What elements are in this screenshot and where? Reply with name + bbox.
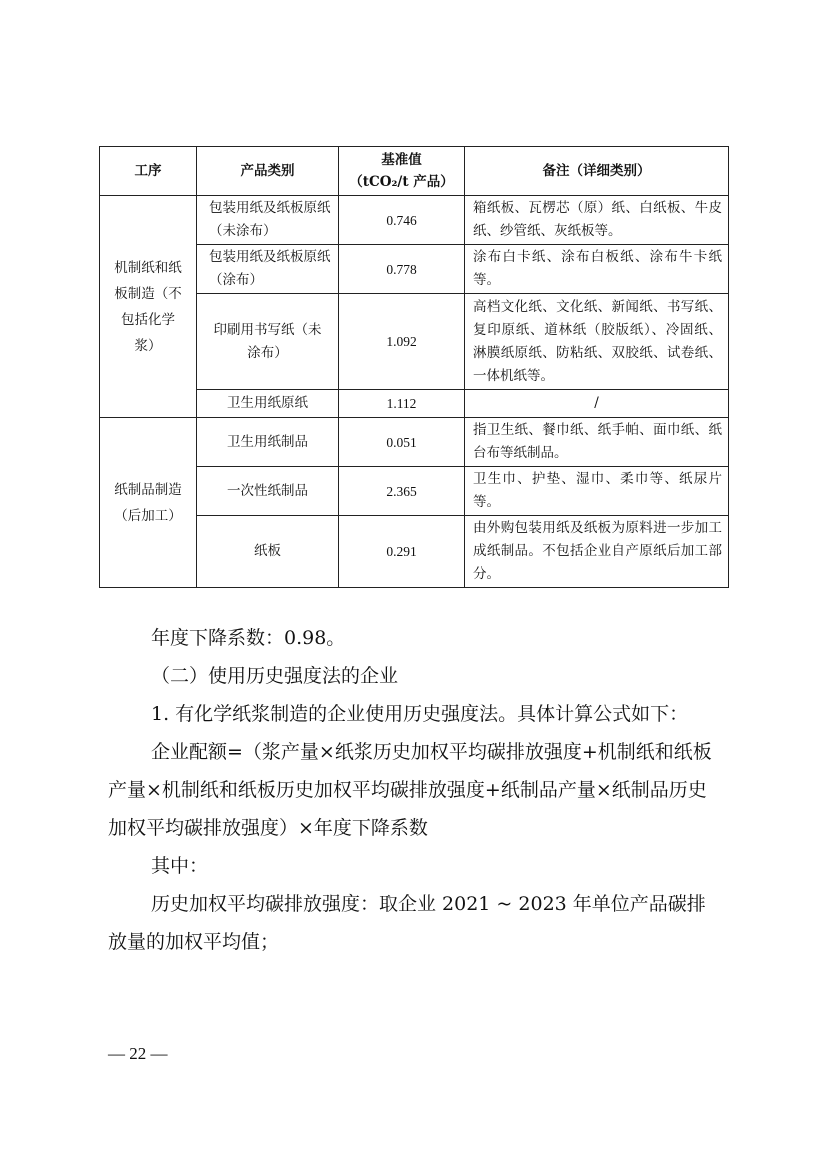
header-process: 工序 bbox=[100, 147, 197, 196]
header-product-category: 产品类别 bbox=[197, 147, 339, 196]
table-row bbox=[100, 196, 729, 245]
note-cell: 卫生巾、护垫、湿巾、柔巾等、纸尿片等。 bbox=[465, 467, 729, 516]
body-text bbox=[108, 619, 720, 961]
category-cell: 包装用纸及纸板原纸（涂布） bbox=[197, 245, 339, 294]
process-cell: 机制纸和纸板制造（不包括化学浆） bbox=[100, 196, 197, 418]
paragraph-decline-factor: 年度下降系数：0.98。 bbox=[151, 627, 346, 649]
value-cell: 0.746 bbox=[339, 196, 465, 245]
paragraph-formula: 企业配额=（浆产量×纸浆历史加权平均碳排放强度+机制纸和纸板产量×机制纸和纸板历史加权平均碳排放强度+纸制品产量×纸制品历史加权平均碳排放强度）×年度下降系数 bbox=[108, 741, 712, 839]
header-baseline bbox=[339, 147, 465, 196]
value-cell: 1.092 bbox=[339, 294, 465, 390]
category-cell: 纸板 bbox=[197, 516, 339, 588]
paragraph-where: 其中： bbox=[151, 855, 209, 877]
value-cell: 1.112 bbox=[339, 390, 465, 418]
header-remarks: 备注（详细类别） bbox=[465, 147, 729, 196]
note-cell: / bbox=[465, 390, 729, 418]
header-baseline-title: 基准值 bbox=[381, 152, 422, 168]
value-cell: 0.051 bbox=[339, 418, 465, 467]
note-cell: 箱纸板、瓦楞芯（原）纸、白纸板、牛皮纸、纱管纸、灰纸板等。 bbox=[465, 196, 729, 245]
paragraph-method: 1. 有化学纸浆制造的企业使用历史强度法。具体计算公式如下： bbox=[151, 703, 689, 725]
category-cell: 印刷用书写纸（未涂布） bbox=[197, 294, 339, 390]
value-cell: 0.778 bbox=[339, 245, 465, 294]
header-baseline-unit: （tCO₂/t 产品） bbox=[349, 174, 454, 190]
category-cell: 一次性纸制品 bbox=[197, 467, 339, 516]
value-cell: 0.291 bbox=[339, 516, 465, 588]
process-cell: 纸制品制造（后加工） bbox=[100, 418, 197, 588]
note-cell: 由外购包装用纸及纸板为原料进一步加工成纸制品。不包括企业自产原纸后加工部分。 bbox=[465, 516, 729, 588]
baseline-table bbox=[99, 146, 729, 588]
paragraph-definition: 历史加权平均碳排放强度：取企业 2021 ~ 2023 年单位产品碳排放量的加权平均值； bbox=[108, 893, 706, 953]
category-cell: 包装用纸及纸板原纸（未涂布） bbox=[197, 196, 339, 245]
note-cell: 指卫生纸、餐巾纸、纸手帕、面巾纸、纸台布等纸制品。 bbox=[465, 418, 729, 467]
category-cell: 卫生用纸制品 bbox=[197, 418, 339, 467]
value-cell: 2.365 bbox=[339, 467, 465, 516]
table-row bbox=[100, 418, 729, 467]
section-heading: （二）使用历史强度法的企业 bbox=[151, 665, 399, 687]
category-cell: 卫生用纸原纸 bbox=[197, 390, 339, 418]
note-cell: 涂布白卡纸、涂布白板纸、涂布牛卡纸等。 bbox=[465, 245, 729, 294]
page-number: — 22 — bbox=[108, 1044, 168, 1063]
note-cell: 高档文化纸、文化纸、新闻纸、书写纸、复印原纸、道林纸（胶版纸）、冷固纸、淋膜纸原纸、防粘纸、双胶纸、试卷纸、一体机纸等。 bbox=[465, 294, 729, 390]
